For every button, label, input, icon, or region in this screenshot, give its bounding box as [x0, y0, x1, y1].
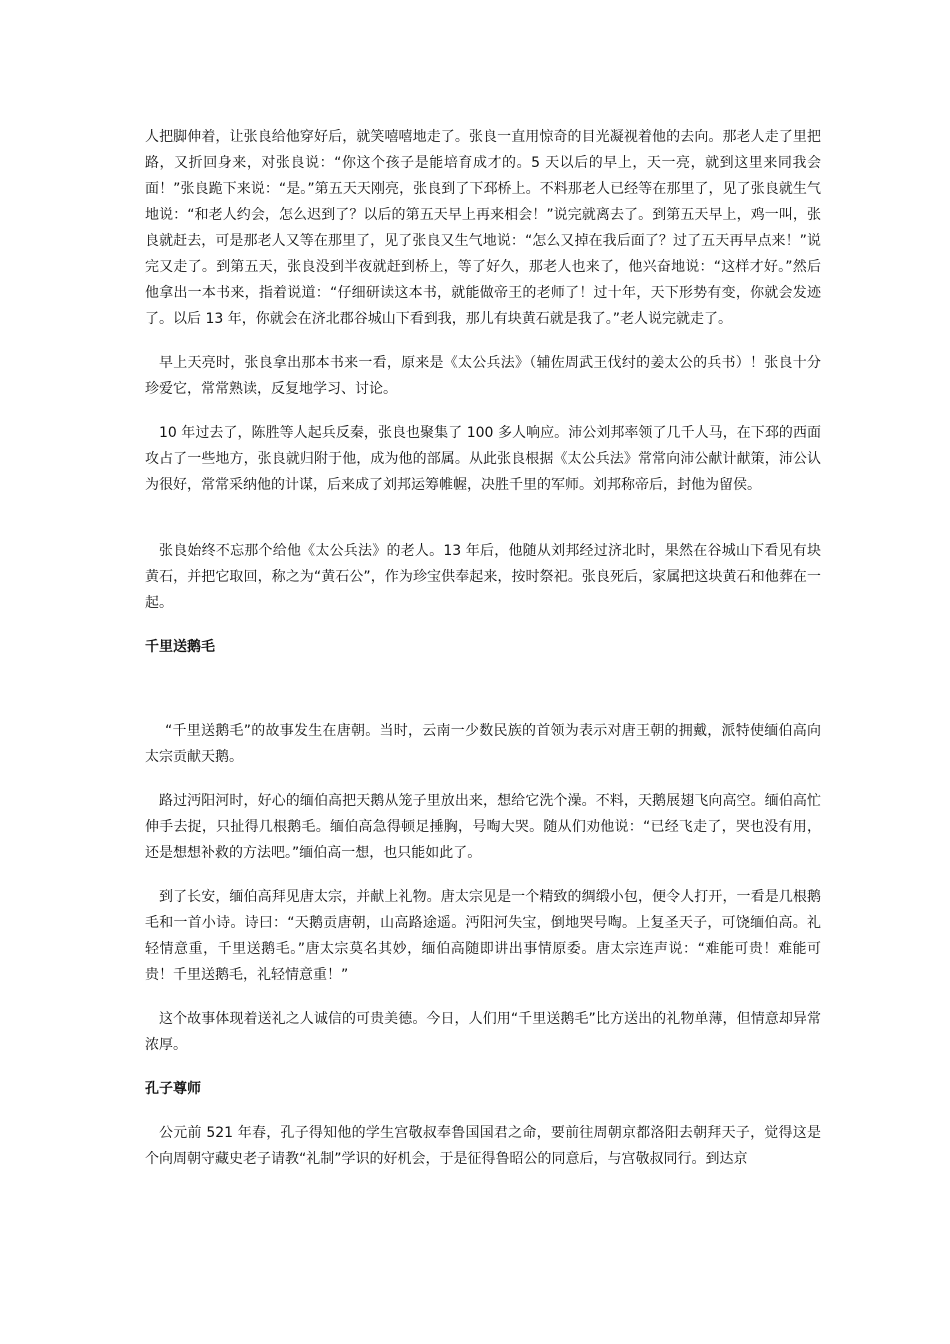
- paragraph-goose-feather-4: 这个故事体现着送礼之人诚信的可贵美德。今日，人们用“千里送鹅毛”比方送出的礼物单薄，但情意却异常浓厚。: [145, 1011, 821, 1053]
- document-page: [145, 124, 821, 1172]
- section-heading-goose-feather: 千里送鹅毛: [145, 639, 215, 655]
- paragraph-goose-feather-2: 路过沔阳河时，好心的缅伯高把天鹅从笼子里放出来，想给它洗个澡。不料，天鹅展翅飞向高空。缅伯高忙伸手去捉，只扯得几根鹅毛。缅伯高急得顿足捶胸，号啕大哭。随从们劝他说：“已经飞走了，哭也没有用，还是想想补救的方法吧。”缅伯高一想，也只能如此了。: [145, 793, 821, 861]
- paragraph-zhangliang-1: 人把脚伸着，让张良给他穿好后，就笑嘻嘻地走了。张良一直用惊奇的目光凝视着他的去向。那老人走了里把路，又折回身来，对张良说：“你这个孩子是能培育成才的。5 天以后的早上，天一亮，就到这里来同我会面！”张良跪下来说：“是。”第五天天刚亮，张良到了下邳桥上。不料那老人已经等在那里了，见了张良就生气地说：“和老人约会，怎么迟到了？以后的第五天早上再来相会！”说完就离去了。到第五天早上，鸡一叫，张良就赶去，可是那老人又等在那里了，见了张良又生气地说：“怎么又掉在我后面了？过了五天再早点来！”说完又走了。到第五天，张良没到半夜就赶到桥上，等了好久，那老人也来了，他兴奋地说：“这样才好。”然后他拿出一本书来，指着说道：“仔细研读这本书，就能做帝王的老师了！过十年，天下形势有变，你就会发迹了。以后 13 年，你就会在济北郡谷城山下看到我，那儿有块黄石就是我了。”老人说完就走了。: [145, 129, 821, 327]
- paragraph-zhangliang-4: 张良始终不忘那个给他《太公兵法》的老人。13 年后，他随从刘邦经过济北时，果然在谷城山下看见有块黄石，并把它取回，称之为“黄石公”，作为珍宝供奉起来，按时祭祀。张良死后，家属把这块黄石和他葬在一起。: [145, 543, 821, 611]
- paragraph-zhangliang-3: 10 年过去了，陈胜等人起兵反秦，张良也聚集了 100 多人响应。沛公刘邦率领了几千人马，在下邳的西面攻占了一些地方，张良就归附于他，成为他的部属。从此张良根据《太公兵法》常常向沛公献计献策，沛公认为很好，常常采纳他的计谋，后来成了刘邦运筹帷幄，决胜千里的军师。刘邦称帝后，封他为留侯。: [145, 425, 821, 493]
- paragraph-zhangliang-2: 早上天亮时，张良拿出那本书来一看，原来是《太公兵法》（辅佐周武王伐纣的姜太公的兵书）！张良十分珍爱它，常常熟读，反复地学习、讨论。: [145, 355, 821, 397]
- paragraph-goose-feather-3: 到了长安，缅伯高拜见唐太宗，并献上礼物。唐太宗见是一个精致的绸缎小包，便令人打开，一看是几根鹅毛和一首小诗。诗曰：“天鹅贡唐朝，山高路途遥。沔阳河失宝，倒地哭号啕。上复圣天子，可饶缅伯高。礼轻情意重，千里送鹅毛。”唐太宗莫名其妙，缅伯高随即讲出事情原委。唐太宗连声说：“难能可贵！难能可贵！千里送鹅毛，礼轻情意重！”: [145, 889, 821, 983]
- paragraph-goose-feather-1: “千里送鹅毛”的故事发生在唐朝。当时，云南一少数民族的首领为表示对唐王朝的拥戴，派特使缅伯高向太宗贡献天鹅。: [145, 723, 821, 765]
- section-heading-confucius: 孔子尊师: [145, 1081, 201, 1097]
- paragraph-confucius-1: 公元前 521 年春，孔子得知他的学生宫敬叔奉鲁国国君之命，要前往周朝京都洛阳去朝拜天子，觉得这是个向周朝守藏史老子请教“礼制”学识的好机会，于是征得鲁昭公的同意后，与宫敬叔同行。到达京: [145, 1125, 821, 1167]
